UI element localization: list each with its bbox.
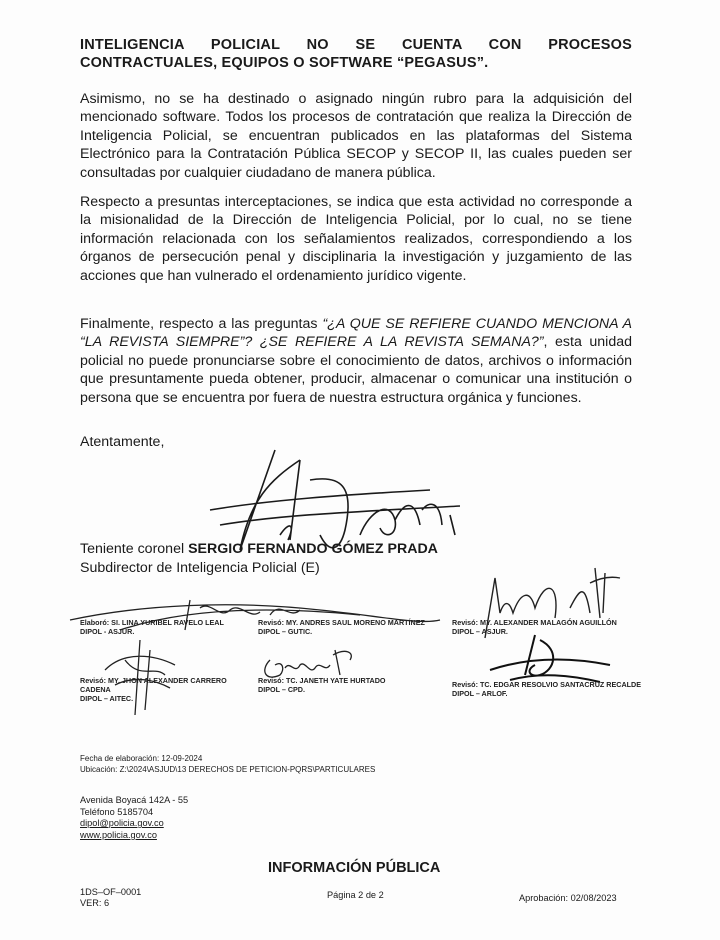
file-location: Ubicación: Z:\2024\ASJUD\13 DERECHOS DE PETICION-PQRS\PARTICULARES <box>80 765 376 774</box>
paragraph-software-funding: Asimismo, no se ha destinado o asignado ningún rubro para la adquisición del mencionado software. Todos los procesos de contratación que realiza la Dirección de Inteligencia Policial, se encuentran publicados en las plataformas del Sistema Electrónico para la Contratación Pública SECOP y SECOP II, las cuales pueden ser consultadas por cualquier ciudadano de manera pública. <box>80 91 632 181</box>
reviewer-6-line1: Revisó: TC. EDGAR RESOLVIO SANTACRUZ RECALDE <box>452 680 642 689</box>
paragraph-rest: , esta unidad policial no puede pronunciarse sobre el conocimiento de datos, archivos o información que presuntamente pueda obtener, producir, almacenar o comunicar una institución o persona que se encuentra por fuera de nuestra estructura orgánica y funciones. <box>80 334 632 406</box>
document-code: 1DS–OF–0001 <box>80 887 142 897</box>
approval-date: Aprobación: 02/08/2023 <box>519 893 617 903</box>
reviewer-6 <box>452 680 672 698</box>
street-address: Avenida Boyacá 142A - 55 <box>80 795 189 805</box>
signer-name-line <box>80 540 438 559</box>
signer-title: Subdirector de Inteligencia Policial (E) <box>80 560 320 576</box>
reviewer-2-line2: DIPOL – GUTIC. <box>258 627 313 636</box>
signer-rank: Teniente coronel <box>80 541 189 557</box>
signer-block <box>80 540 438 578</box>
quoted-questions: “¿A QUE SE REFIERE CUANDO MENCIONA A “LA REVISTA SIEMPRE”? ¿SE REFIERE A LA REVISTA SEMANA?” <box>80 316 632 351</box>
reviewer-5 <box>258 676 428 694</box>
reviewer-4-signature <box>95 630 185 720</box>
reviewer-3 <box>452 618 652 636</box>
paragraph-interceptions: Respecto a presuntas interceptaciones, se indica que esta actividad no corresponde a la misionalidad de la Dirección de Inteligencia Policial, por lo cual, no se tiene información relacionada con los señalamientos realizados, correspondiendo a los órganos de persecución penal y disciplinaria la investigación y juzgamiento de las acciones que han vulnerado el ordenamiento jurídico vigente. <box>80 194 632 284</box>
paragraph-intro: Finalmente, respecto a las preguntas <box>80 316 323 332</box>
address-block <box>80 795 188 841</box>
reviewer-4-line3: DIPOL – AITEC. <box>80 694 134 703</box>
paragraph-magazine-question <box>80 315 632 407</box>
phone-number: Teléfono 5185704 <box>80 806 154 817</box>
closing-salutation: Atentamente, <box>80 434 165 450</box>
reviewer-1-line1: Elaboró: SI. LINA YURIBEL RAVELO LEAL <box>80 618 224 627</box>
reviewer-4 <box>80 676 240 703</box>
email-link[interactable]: dipol@policia.gov.co <box>80 818 164 829</box>
reviewer-5-line1: Revisó: TC. JANETH YATE HURTADO <box>258 676 386 685</box>
elaboration-date: Fecha de elaboración: 12-09-2024 <box>80 754 203 763</box>
document-version: VER: 6 <box>80 898 110 908</box>
reviewer-2 <box>258 618 438 636</box>
signer-name: SERGIO FERNANDO GÓMEZ PRADA <box>188 541 438 557</box>
section-heading: INTELIGENCIA POLICIAL NO SE CUENTA CON PROCESOS CONTRACTUALES, EQUIPOS O SOFTWARE “PEGASUS”. <box>80 37 632 71</box>
reviewer-1-line2: DIPOL - ASJUR. <box>80 627 135 636</box>
reviewer-4-line2: CADENA <box>80 685 111 694</box>
reviewer-6-line2: DIPOL – ARLOF. <box>452 689 508 698</box>
reviewer-3-line1: Revisó: MY. ALEXANDER MALAGÓN AGUILLÓN <box>452 618 617 627</box>
website-link[interactable]: www.policia.gov.co <box>80 829 157 840</box>
reviewer-1 <box>80 618 240 636</box>
reviewer-4-line1: Revisó: MY. JHON ALEXANDER CARRERO <box>80 676 227 685</box>
classification-label: INFORMACIÓN PÚBLICA <box>268 860 441 876</box>
page-number: Página 2 de 2 <box>327 890 384 900</box>
reviewer-5-line2: DIPOL – CPD. <box>258 685 305 694</box>
document-code-block <box>80 887 141 909</box>
reviewer-2-line1: Revisó: MY. ANDRES SAUL MORENO MARTÍNEZ <box>258 618 425 627</box>
reviewer-3-line2: DIPOL – ASJUR. <box>452 627 508 636</box>
